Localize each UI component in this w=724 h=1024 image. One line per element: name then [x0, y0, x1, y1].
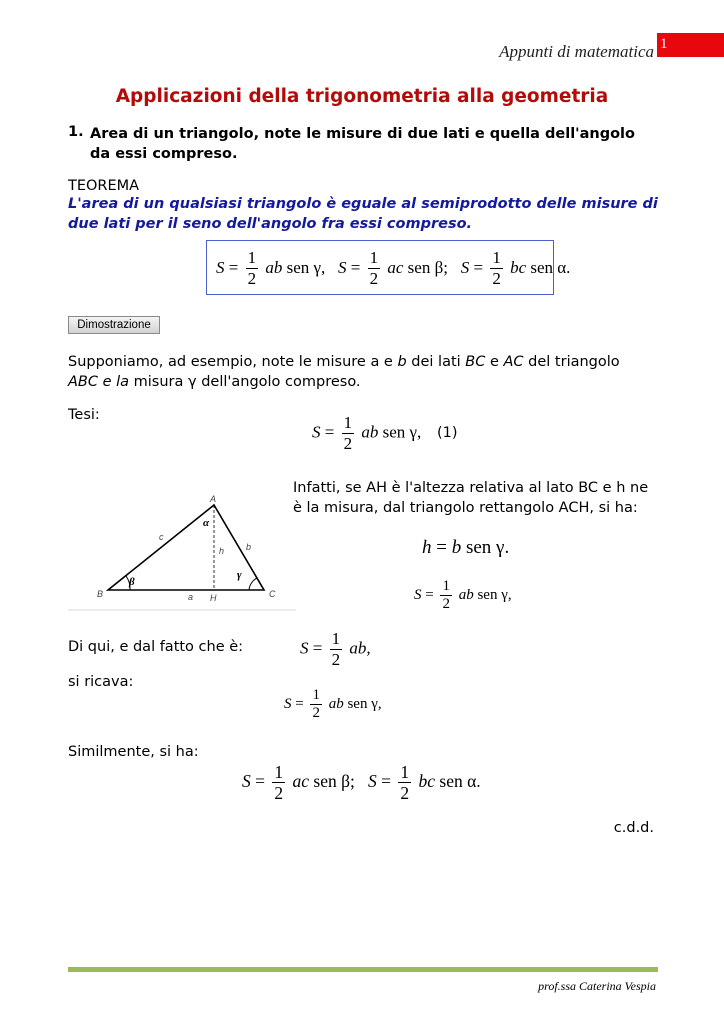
sen-gamma: sen γ, [347, 695, 382, 712]
vertex-b-label: B [97, 589, 104, 599]
symbol-s: S [460, 257, 470, 277]
frac-num: 1 [247, 248, 257, 267]
fraction-one-half [368, 249, 381, 288]
formula-similmente [242, 763, 481, 803]
cdd-label: c.d.d. [613, 820, 654, 836]
text-run: dei lati [411, 354, 461, 370]
formula-ricava [284, 687, 382, 722]
symbol-eq: = [255, 771, 265, 792]
formula-ac-sen-beta [242, 762, 359, 804]
symbol-eq: = [381, 771, 391, 792]
formula-area-ah [300, 630, 371, 669]
frac-num: 1 [400, 762, 410, 782]
formula-area-ab [414, 578, 512, 613]
frac-num: 1 [312, 687, 320, 703]
formula-tesi [312, 414, 421, 453]
sen-beta: sen β; [407, 257, 448, 277]
footer-divider [68, 967, 658, 972]
symbol-s: S [312, 422, 321, 442]
formula-ab-sen-gamma [216, 248, 330, 288]
symbol-ac: ac [292, 771, 310, 792]
frac-num: 1 [492, 248, 501, 267]
equation-reference: (1) [437, 425, 458, 441]
frac-num: 1 [442, 578, 450, 594]
sen-beta: sen β; [313, 771, 355, 792]
text-run: del triangolo [528, 354, 620, 370]
formula-bc-sen-alpha [460, 248, 571, 288]
side-b-label: b [246, 542, 252, 552]
symbol-s: S [284, 695, 292, 712]
frac-num: 1 [331, 629, 341, 648]
frac-den: 2 [400, 783, 410, 804]
section-title: Area di un triangolo, note le misure di due lati e quella dell'angolo da essi compreso. [90, 126, 635, 162]
sen-alpha: sen α. [530, 257, 571, 277]
symbol-bc: bc [510, 257, 527, 277]
paragraph-si-ricava: si ricava: [68, 674, 134, 690]
frac-den: 2 [492, 268, 501, 288]
vertex-c-label: C [269, 589, 276, 599]
fraction-one-half [440, 578, 452, 613]
theorem-formulas [216, 249, 570, 288]
text-run-italic: b [397, 354, 407, 370]
height-h-label: h [219, 546, 225, 556]
frac-num: 1 [274, 762, 284, 782]
side-c-label: c [159, 532, 164, 542]
symbol-s: S [368, 771, 377, 792]
symbol-ab: ab [328, 695, 344, 712]
side-a-label: a [188, 592, 194, 602]
sen-gamma: sen γ, [286, 257, 326, 277]
header-title: Appunti di matematica [499, 42, 654, 61]
paragraph-supponiamo [68, 352, 668, 392]
page-title: Applicazioni della trigonometria alla geometria [115, 86, 609, 107]
frac-den: 2 [442, 595, 450, 612]
text-run-italic: BC [465, 354, 486, 370]
fraction-one-half [310, 687, 322, 722]
frac-den: 2 [343, 433, 353, 453]
sen-alpha: sen α. [439, 771, 481, 792]
symbol-eq: = [312, 638, 323, 658]
fraction-one-half [272, 763, 285, 803]
fraction-one-half [398, 763, 411, 803]
paragraph-di-qui: Di qui, e dal fatto che è: [68, 639, 244, 655]
dimostrazione-button[interactable]: Dimostrazione [68, 316, 160, 334]
frac-den: 2 [369, 268, 379, 288]
symbol-ab: ab [265, 257, 283, 277]
symbol-bc: bc [418, 771, 436, 792]
symbol-eq: = [436, 537, 447, 558]
symbol-eq: = [228, 257, 239, 277]
angle-gamma-label: γ [237, 569, 242, 581]
sen-gamma: sen γ, [477, 586, 512, 603]
text-run: e [489, 354, 499, 370]
footer-author: prof.ssa Caterina Vespia [538, 979, 656, 993]
symbol-s: S [242, 771, 251, 792]
sen-gamma: sen γ. [465, 537, 510, 558]
theorem-label: TEOREMA [68, 178, 140, 194]
angle-alpha-label: α [203, 517, 210, 529]
section-number: 1. [68, 124, 84, 140]
frac-den: 2 [274, 783, 284, 804]
formula-ac-sen-beta [338, 248, 452, 288]
frac-den: 2 [247, 268, 257, 288]
text-run: misura γ dell'angolo compreso. [133, 374, 361, 390]
page-number: 1 [657, 33, 724, 57]
tesi-label: Tesi: [68, 407, 100, 423]
symbol-eq: = [295, 695, 304, 712]
symbol-s: S [414, 586, 422, 603]
symbol-ah: ab, [349, 638, 371, 658]
symbol-s: S [300, 638, 309, 658]
symbol-s: S [338, 257, 347, 277]
frac-den: 2 [312, 704, 320, 721]
paragraph-similmente: Similmente, si ha: [68, 744, 199, 760]
symbol-eq: = [350, 257, 361, 277]
fraction-one-half [490, 249, 503, 288]
frac-num: 1 [369, 248, 379, 267]
symbol-eq: = [324, 422, 335, 442]
formula-bc-sen-alpha [368, 762, 481, 804]
text-run-italic: AC [503, 354, 524, 370]
theorem-statement: L'area di un qualsiasi triangolo è eguale al semiprodotto delle misure di due lati per il seno dell'angolo fra essi compreso. [68, 196, 658, 232]
formula-h-b-sen-gamma [422, 538, 509, 557]
symbol-eq: = [425, 586, 434, 603]
vertex-a-label: A [210, 494, 217, 504]
fraction-one-half [246, 249, 259, 288]
frac-num: 1 [343, 413, 353, 432]
symbol-h: h [422, 537, 432, 558]
sen-gamma: sen γ, [382, 422, 422, 442]
symbol-ab: ab [458, 586, 474, 603]
text-run: Supponiamo, ad esempio, note le misure a e [68, 354, 393, 370]
symbol-s: S [216, 257, 225, 277]
symbol-ab: ab [361, 422, 379, 442]
foot-h-label: H [210, 593, 217, 603]
frac-den: 2 [331, 649, 341, 669]
triangle-figure [68, 490, 298, 612]
angle-beta-label: β [129, 576, 135, 588]
symbol-b: b [451, 537, 462, 558]
gamma-arc [249, 578, 257, 590]
fraction-one-half [330, 630, 343, 669]
symbol-eq: = [473, 257, 484, 277]
paragraph-infatti: Infatti, se AH è l'altezza relativa al lato BC e h ne è la misura, dal triangolo rettangolo ACH, si ha: [293, 480, 649, 516]
text-run-italic: ABC e la [68, 374, 130, 390]
symbol-ac: ac [387, 257, 404, 277]
fraction-one-half [342, 414, 355, 453]
